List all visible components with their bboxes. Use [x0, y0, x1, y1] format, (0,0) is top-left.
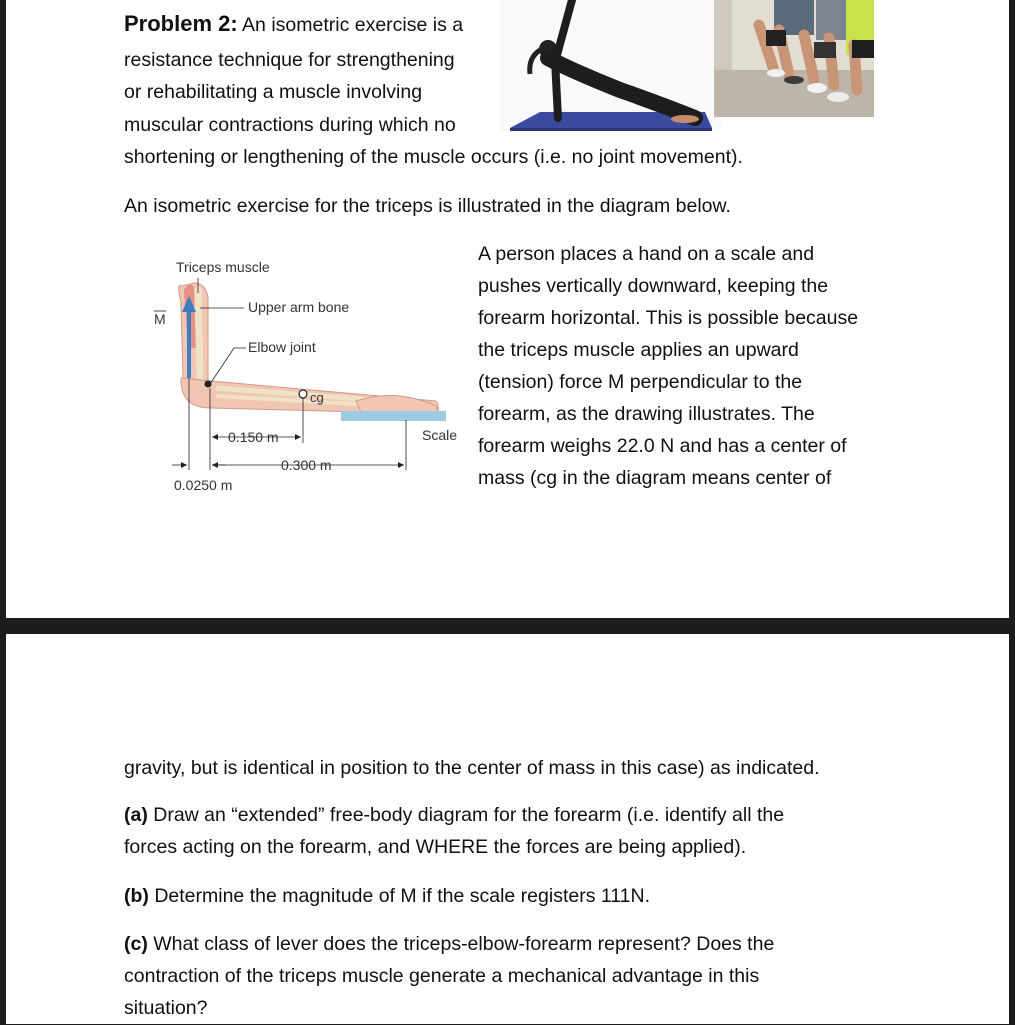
part-b-line-1: (b) Determine the magnitude of M if the scale registers 111N.: [124, 885, 651, 907]
intro-line-1: Problem 2: An isometric exercise is a: [124, 11, 464, 36]
part-a-line-1: (a) Draw an “extended” free-body diagram for the forearm (i.e. identify all the: [124, 804, 785, 826]
page-2: [6, 634, 1009, 1024]
label-cg: cg: [310, 390, 324, 405]
desc-line-7: forearm weighs 22.0 N and has a center of: [478, 435, 847, 457]
label-dim-scale: 0.300 m: [281, 457, 332, 473]
cg-marker: [299, 390, 307, 398]
part-c-line-3: situation?: [124, 997, 208, 1019]
intro-line-4: muscular contractions during which no: [124, 114, 456, 136]
desc-line-6: forearm, as the drawing illustrates. The: [478, 403, 815, 425]
desc-line-4: the triceps muscle applies an upward: [478, 339, 799, 361]
part-b-label: (b): [124, 885, 149, 907]
part-c-label: (c): [124, 933, 148, 955]
desc-line-2: pushes vertically downward, keeping the: [478, 275, 829, 297]
label-force-m: M: [154, 311, 166, 327]
desc-line-3: forearm horizontal. This is possible because: [478, 307, 859, 329]
part-c-line-1: (c) What class of lever does the triceps-elbow-forearm represent? Does the: [124, 933, 775, 955]
desc-line-8: mass (cg in the diagram means center of: [478, 467, 832, 489]
page-1: [6, 0, 1009, 618]
desc-line-5: (tension) force M perpendicular to the: [478, 371, 803, 393]
part-a-label: (a): [124, 804, 148, 826]
part-c-line-2: contraction of the triceps muscle generate a mechanical advantage in this: [124, 965, 760, 987]
label-upper-arm: Upper arm bone: [248, 299, 350, 315]
desc-line-1: A person places a hand on a scale and: [478, 243, 815, 265]
label-dim-muscle: 0.0250 m: [174, 477, 233, 493]
part-a-line-2: forces acting on the forearm, and WHERE the forces are being applied).: [124, 836, 747, 858]
label-dim-cg: 0.150 m: [228, 429, 279, 445]
diagram-lead: An isometric exercise for the triceps is illustrated in the diagram below.: [124, 195, 731, 217]
seated-exercise-photo: [714, 0, 874, 117]
upper-arm-bone-shape: [198, 290, 200, 378]
label-elbow: Elbow joint: [248, 339, 316, 355]
intro-line-2: resistance technique for strengthening: [124, 49, 455, 71]
continuation-line: gravity, but is identical in position to the center of mass in this case) as indicated.: [124, 757, 820, 779]
label-scale: Scale: [422, 427, 458, 443]
label-triceps: Triceps muscle: [176, 259, 270, 275]
problem-title: Problem 2:: [124, 11, 238, 36]
triceps-diagram: [136, 238, 476, 498]
intro-line-5: shortening or lengthening of the muscle occurs (i.e. no joint movement).: [124, 146, 743, 168]
intro-line-3: or rehabilitating a muscle involving: [124, 81, 423, 103]
side-plank-photo: [500, 0, 722, 131]
scale-shape: [341, 411, 446, 421]
